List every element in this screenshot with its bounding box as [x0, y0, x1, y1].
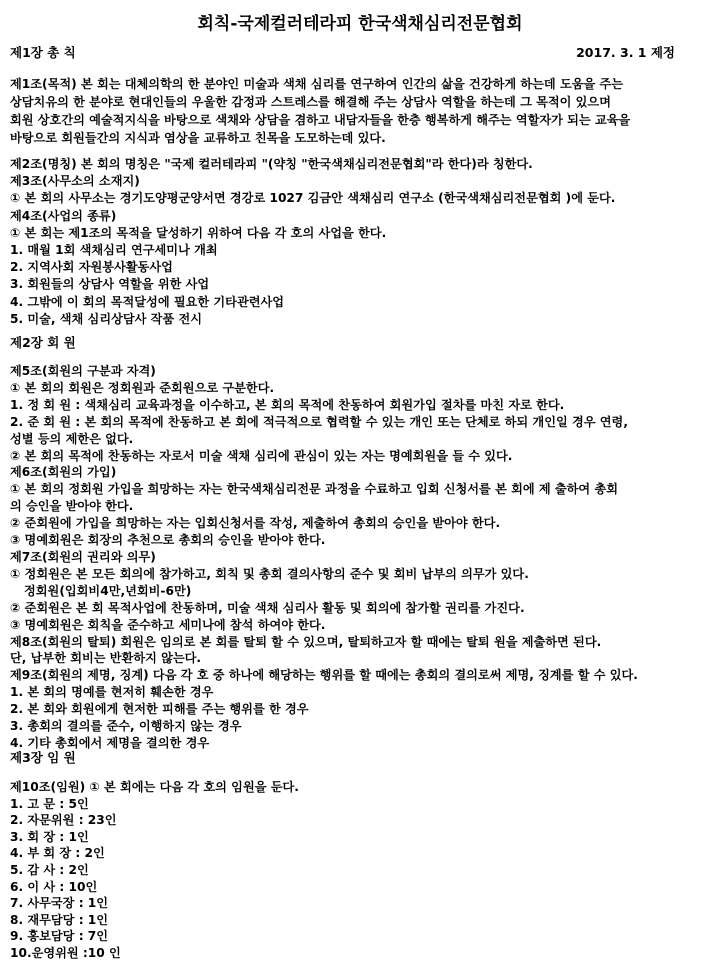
article-line: 바탕으로 회원들간의 지식과 염상을 교류하고 친목을 도모하는데 있다. [10, 131, 386, 145]
article-line: 단, 납부한 회비는 반환하지 않는다. [10, 651, 202, 666]
list-item: 3. 회원들의 상담사 역할을 위한 사업 [10, 277, 210, 292]
article-line: 제4조(사업의 종류) [10, 208, 117, 223]
article-line: 제2조(명칭) 본 회의 명칭은 "국제 컬러테라피 "(약칭 "한국색채심리전문협회"라 한다)라 칭한다. [10, 157, 533, 171]
article-line: ② 준회원은 본 회 목적사업에 찬동하며, 미술 색채 심리사 활동 및 회의에 참가할 권리를 가진다. [10, 600, 525, 615]
article-line: 1. 정 회 원 : 색채심리 교육과정을 이수하고, 본 회의 목적에 찬동하여 회원가입 절차를 마친 자로 한다. [10, 397, 565, 412]
list-item: 2. 본 회와 회원에게 현저한 피해를 주는 행위를 한 경우 [10, 702, 309, 717]
article-line: 제7조(회원의 권리와 의무) [10, 549, 156, 564]
chapter-2-heading-row [10, 333, 675, 351]
list-item: 7. 사무국장 : 1인 [10, 896, 109, 911]
list-item: 4. 기타 총회에서 제명을 결의한 경우 [10, 735, 210, 750]
chapter-1-heading: 제1장 총 칙 [10, 45, 76, 60]
chapter-2-heading: 제2장 회 원 [10, 335, 76, 350]
list-item: 8. 재무담당 : 1인 [10, 912, 109, 927]
article-line: ① 본 회는 제1조의 목적을 달성하기 위하여 다음 각 호의 사업을 한다. [10, 225, 387, 240]
article-line: 제8조(회원의 탈퇴) 회원은 임의로 본 회를 탈퇴 할 수 있으며, 탈퇴하고자 할 때에는 탈퇴 원을 제출하면 된다. [10, 634, 602, 649]
list-item: 1. 매월 1회 색채심리 연구세미나 개최 [10, 243, 218, 258]
article-line: 제10조(임원) ① 본 회에는 다음 각 호의 임원을 둔다. [10, 780, 299, 794]
enactment-date: 2017. 3. 1 제정 [576, 45, 675, 60]
chapter-3-heading: 제3장 임 원 [10, 750, 76, 765]
article-line: 2. 준 회 원 : 본 회의 목적에 찬동하고 본 회에 적극적으로 협력할 수 있는 개인 또는 단체로 하되 개인일 경우 연령, [10, 414, 628, 429]
chapter-3-body [10, 779, 712, 962]
article-line: 제5조(회원의 구분과 자격) [10, 364, 156, 378]
article-line: 제9조(회원의 제명, 징계) 다음 각 호 중 하나에 해당하는 행위를 할 때에는 총회의 결의로써 제명, 징계를 할 수 있다. [10, 668, 638, 683]
document-title: 회칙-국제컬러테라피 한국색채심리전문협회 [197, 14, 523, 34]
list-item: 6. 이 사 : 10인 [10, 879, 98, 894]
list-item: 1. 본 회의 명예를 현저히 훼손한 경우 [10, 685, 214, 700]
article-line: ① 본 회의 회원은 정회원과 준회원으로 구분한다. [10, 380, 275, 395]
chapter-1-heading-row [10, 43, 675, 61]
article-line: 의 승인을 받아야 한다. [10, 499, 134, 514]
article-line: 제3조(사무소의 소재지) [10, 174, 140, 189]
list-item: 1. 고 문 : 5인 [10, 796, 89, 811]
list-item: 4. 그밖에 이 회의 목적달성에 필요한 기타관련사업 [10, 294, 285, 309]
article-line: ① 본 회의 사무소는 경기도양평군양서면 경강로 1027 김금안 색채심리 연구소 (한국색채심리전문협회 )에 둔다. [10, 191, 616, 206]
article-line: 회원 상호간의 예술적지식을 바탕으로 색채와 상담을 겸하고 내담자들을 한층 행복하게 해주는 역할자가 되는 교육을 [10, 113, 631, 127]
list-item: 9. 홍보담당 : 7인 [10, 929, 109, 944]
article-line: ① 본 회의 정회원 가입을 희망하는 자는 한국색채심리전문 과정을 수료하고 입회 신청서를 본 회에 제 출하여 총회 [10, 482, 618, 497]
list-item: 3. 회 장 : 1인 [10, 829, 89, 844]
article-line: 상담치유의 한 분야로 현대인들의 우울한 감정과 스트레스를 해결해 주는 상담사 역할을 하는데 그 목적이 있으며 [10, 95, 611, 109]
article-line: ① 정회원은 본 모든 회의에 참가하고, 회칙 및 총회 결의사항의 준수 및 회비 납부의 의무가 있다. [10, 566, 529, 581]
article-line: ③ 명예회원은 회장의 추천으로 총회의 승인을 받아야 한다. [10, 533, 326, 548]
article-line: ③ 명예회원은 회칙을 준수하고 세미나에 참석 하여야 한다. [10, 617, 326, 632]
list-item: 4. 부 회 장 : 2인 [10, 846, 105, 861]
list-item: 5. 감 사 : 2인 [10, 862, 89, 877]
article-line: 정회원(입회비4만,년회비-6만) [24, 583, 192, 598]
article-line: ② 본 회의 목적에 찬동하는 자로서 미술 색채 심리에 관심이 있는 자는 명예회원을 들 수 있다. [10, 448, 513, 463]
list-item: 10.운영위원 :10 인 [10, 945, 121, 960]
chapter-3-heading-row [10, 748, 675, 766]
list-item: 2. 지역사회 자원봉사활동사업 [10, 260, 173, 275]
list-item: 3. 총회의 결의를 준수, 이행하지 않는 경우 [10, 719, 242, 734]
chapter-2-body [10, 363, 712, 752]
article-line: 제6조(회원의 가입) [10, 465, 117, 480]
article-line: 제1조(목적) 본 회는 대체의학의 한 분야인 미술과 색채 심리를 연구하여 인간의 삶을 건강하게 하는데 도움을 주는 [10, 77, 624, 91]
list-item: 5. 미술, 색채 심리상담사 작품 전시 [10, 311, 203, 326]
list-item: 2. 자문위원 : 23인 [10, 813, 117, 828]
article-1-purpose [10, 75, 712, 147]
article-line: ② 준회원에 가입을 희망하는 자는 입회신청서를 작성, 제출하여 총회의 승인을 받아야 한다. [10, 516, 501, 531]
articles-2-to-4 [10, 156, 712, 328]
article-line: 성별 등의 제한은 없다. [10, 431, 134, 446]
